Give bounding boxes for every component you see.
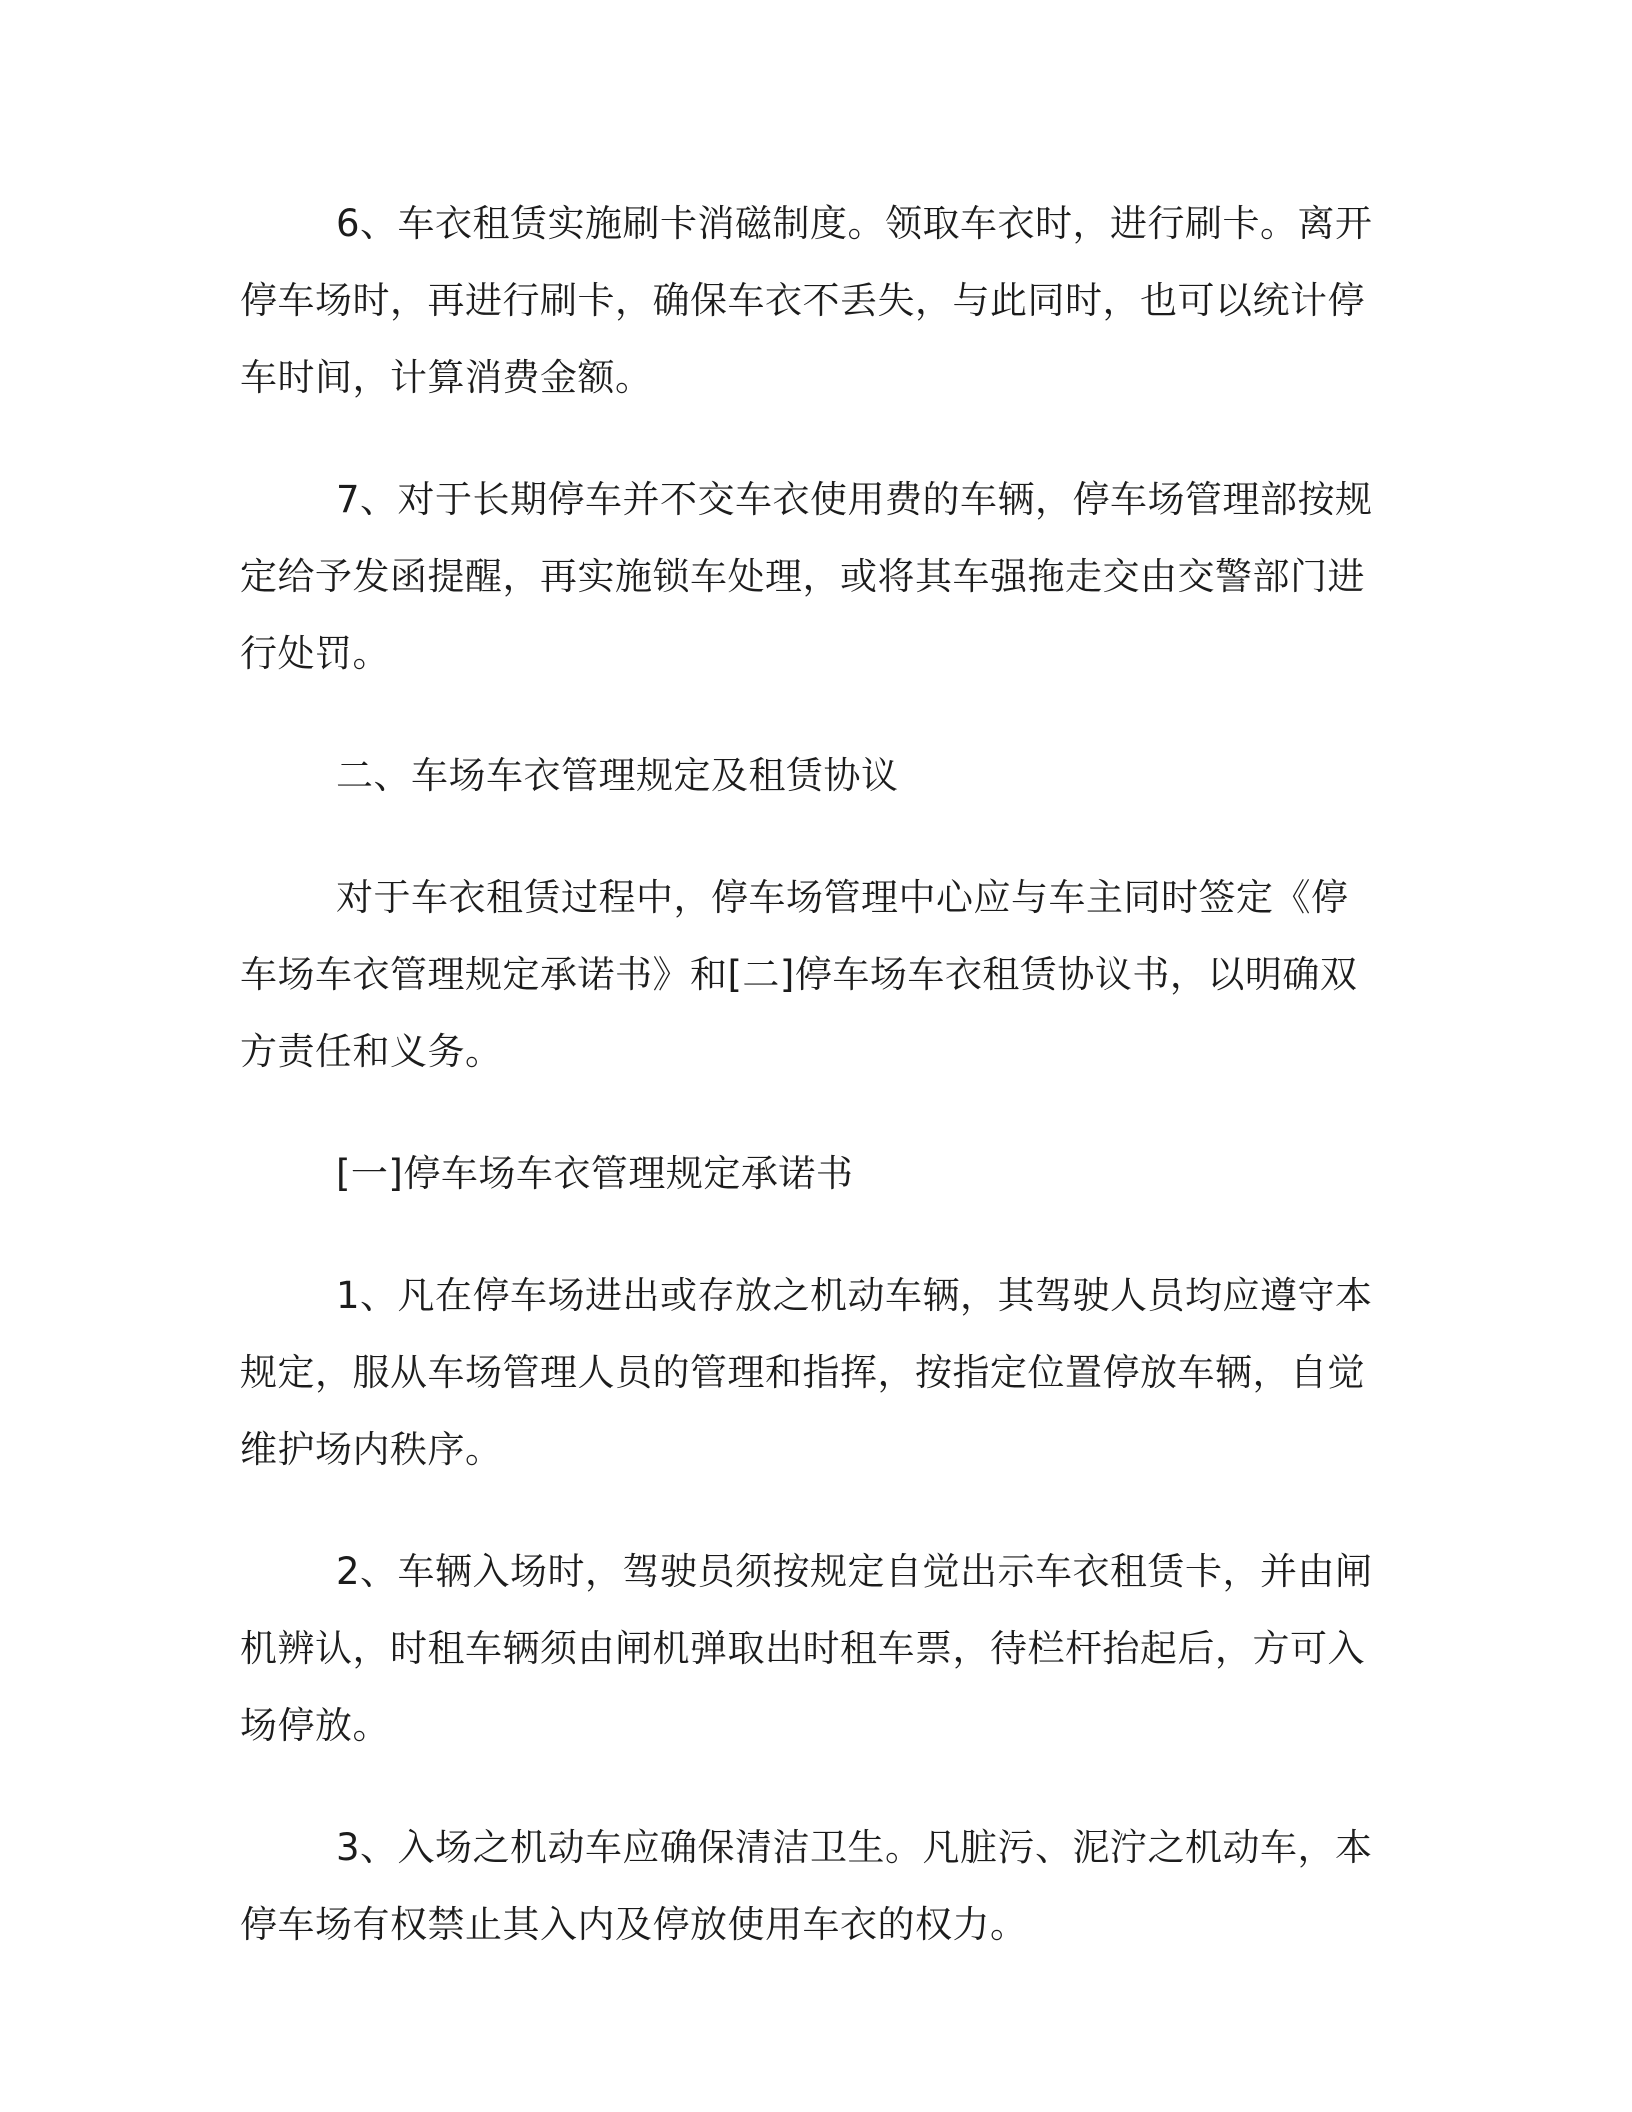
section-heading-2: 二、车场车衣管理规定及租赁协议 <box>336 754 899 797</box>
paragraph-rule-1: 1、凡在停车场进出或存放之机动车辆，其驾驶人员均应遵守本规定，服从车场管理人员的管理和指挥，按指定位置停放车辆，自觉维护场内秩序。 <box>240 1274 1373 1471</box>
paragraph-item-7: 7、对于长期停车并不交车衣使用费的车辆，停车场管理部按规定给予发函提醒，再实施锁车处理，或将其车强拖走交由交警部门进行处罚。 <box>240 478 1373 675</box>
subsection-heading-1: [一]停车场车衣管理规定承诺书 <box>336 1152 854 1195</box>
paragraph-rule-3: 3、入场之机动车应确保清洁卫生。凡脏污、泥泞之机动车，本停车场有权禁止其入内及停放使用车衣的权力。 <box>240 1826 1373 1946</box>
paragraph-rule-2: 2、车辆入场时，驾驶员须按规定自觉出示车衣租赁卡，并由闸机辨认，时租车辆须由闸机弹取出时租车票，待栏杆抬起后，方可入场停放。 <box>240 1550 1373 1747</box>
paragraph-intro: 对于车衣租赁过程中，停车场管理中心应与车主同时签定《停车场车衣管理规定承诺书》和[二]停车场车衣租赁协议书，以明确双方责任和义务。 <box>240 876 1358 1073</box>
paragraph-item-6: 6、车衣租赁实施刷卡消磁制度。领取车衣时，进行刷卡。离开停车场时，再进行刷卡，确保车衣不丢失，与此同时，也可以统计停车时间，计算消费金额。 <box>240 202 1373 399</box>
